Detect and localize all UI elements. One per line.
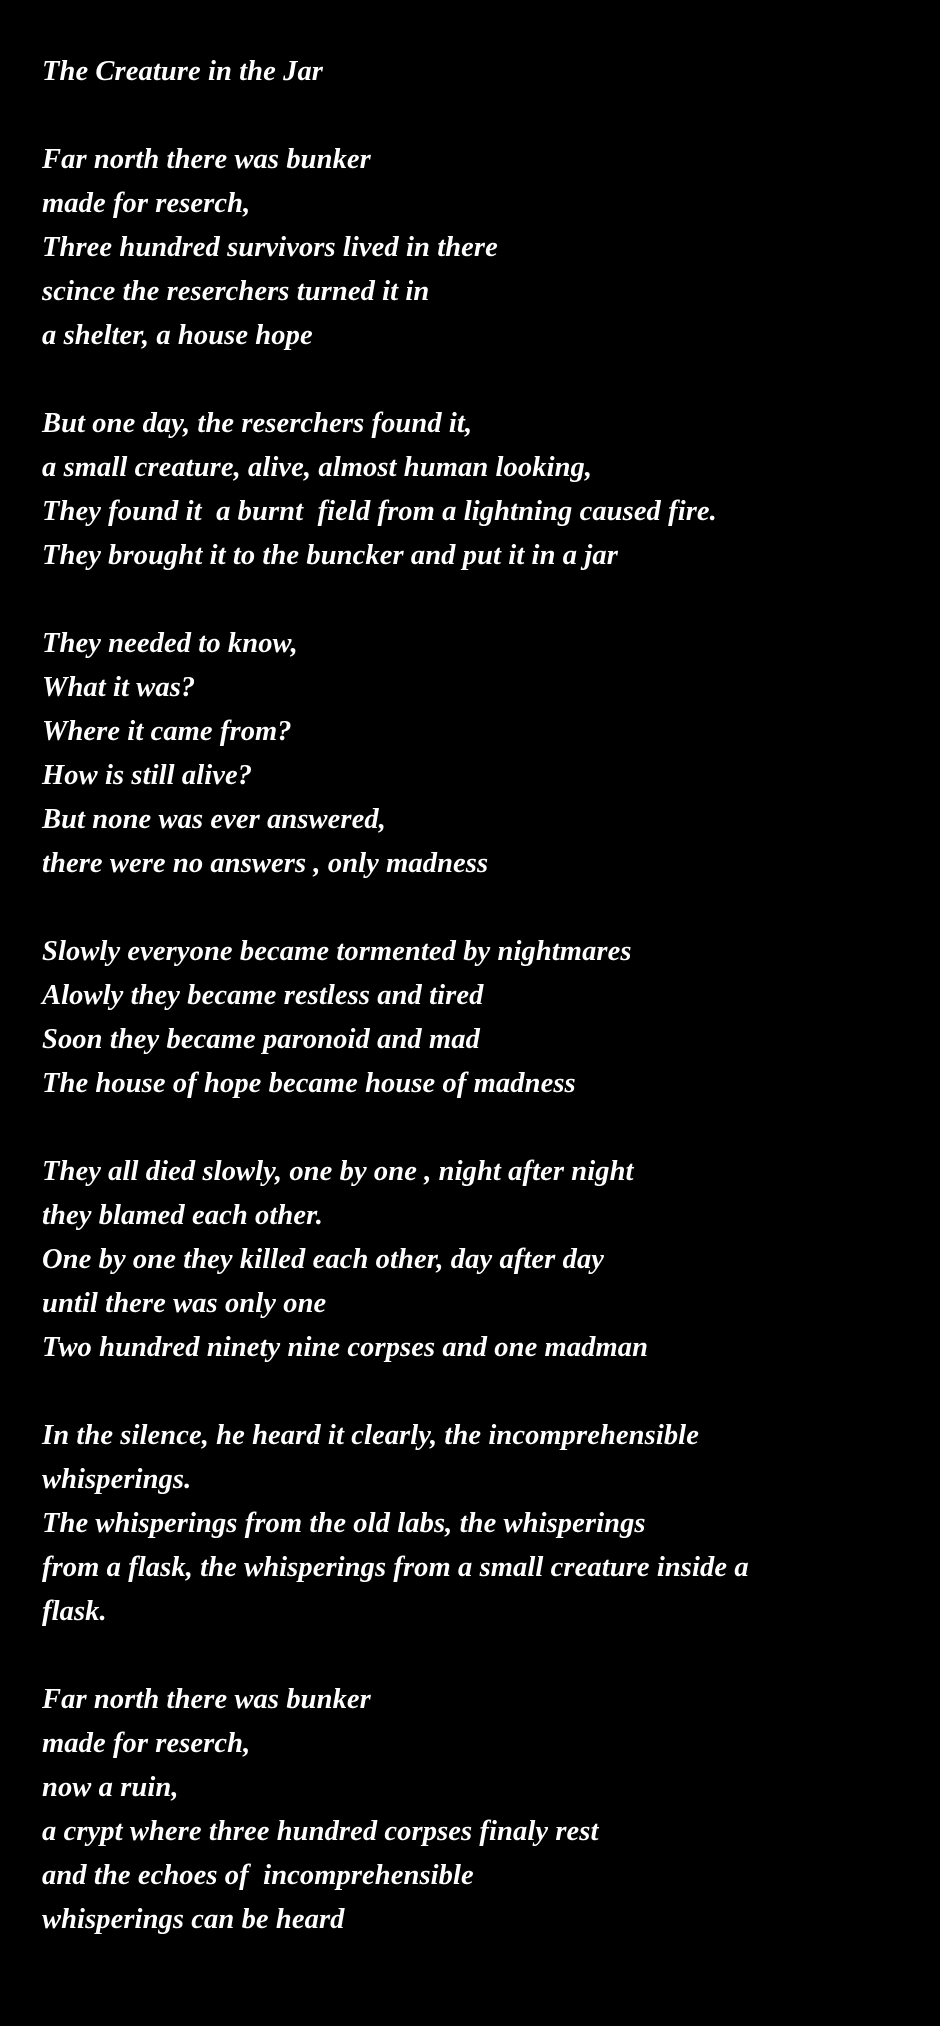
stanza-1 [42, 138, 922, 358]
poem-line: They found it a burnt field from a lightning caused fire. [42, 496, 717, 527]
poem-line: now a ruin, [42, 1772, 179, 1803]
poem-line: They needed to know, [42, 628, 298, 659]
poem-title: The Creature in the Jar [42, 56, 323, 87]
poem-line: One by one they killed each other, day after day [42, 1244, 605, 1275]
stanza-gap [42, 1370, 922, 1414]
poem-line: whisperings can be heard [42, 1904, 345, 1935]
poem-line: The house of hope became house of madness [42, 1068, 576, 1099]
poem-line: The whisperings from the old labs, the whisperings [42, 1508, 646, 1539]
stanza-gap [42, 358, 922, 402]
poem-line: They brought it to the buncker and put it in a jar [42, 540, 618, 571]
poem-line: They all died slowly, one by one , night after night [42, 1156, 634, 1187]
poem-line: scince the reserchers turned it in [42, 276, 430, 307]
poem-line: Far north there was bunker [42, 1684, 371, 1715]
poem-line: Soon they became paronoid and mad [42, 1024, 480, 1055]
poem-line: and the echoes of incomprehensible [42, 1860, 474, 1891]
poem-line: In the silence, he heard it clearly, the incomprehensible [42, 1420, 699, 1451]
poem-line: a small creature, alive, almost human looking, [42, 452, 593, 483]
stanza-4 [42, 930, 922, 1106]
poem-line: Alowly they became restless and tired [42, 980, 484, 1011]
poem-line: Where it came from? [42, 716, 292, 747]
poem-line: But one day, the reserchers found it, [42, 408, 473, 439]
poem-line: Slowly everyone became tormented by nightmares [42, 936, 632, 967]
stanza-2 [42, 402, 922, 578]
poem-line: flask. [42, 1596, 107, 1627]
stanza-3 [42, 622, 922, 886]
poem-line: Two hundred ninety nine corpses and one madman [42, 1332, 649, 1363]
stanza-6 [42, 1414, 922, 1634]
poem-line: a shelter, a house hope [42, 320, 313, 351]
poem-line: How is still alive? [42, 760, 253, 791]
poem-line: whisperings. [42, 1464, 192, 1495]
poem-line: from a flask, the whisperings from a small creature inside a [42, 1552, 749, 1583]
stanza-gap [42, 94, 922, 138]
stanza-5 [42, 1150, 922, 1370]
poem-line: there were no answers , only madness [42, 848, 489, 879]
stanza-7 [42, 1678, 922, 1942]
poem-line: Three hundred survivors lived in there [42, 232, 498, 263]
poem-line: they blamed each other. [42, 1200, 323, 1231]
poem-line: But none was ever answered, [42, 804, 386, 835]
poem-line: What it was? [42, 672, 196, 703]
poem-line: made for reserch, [42, 188, 251, 219]
stanza-gap [42, 578, 922, 622]
stanza-gap [42, 1634, 922, 1678]
poem-line: until there was only one [42, 1288, 327, 1319]
stanza-gap [42, 886, 922, 930]
poem [42, 50, 922, 1942]
poem-line: Far north there was bunker [42, 144, 371, 175]
poem-line: a crypt where three hundred corpses finaly rest [42, 1816, 599, 1847]
poem-line: made for reserch, [42, 1728, 251, 1759]
stanza-gap [42, 1106, 922, 1150]
